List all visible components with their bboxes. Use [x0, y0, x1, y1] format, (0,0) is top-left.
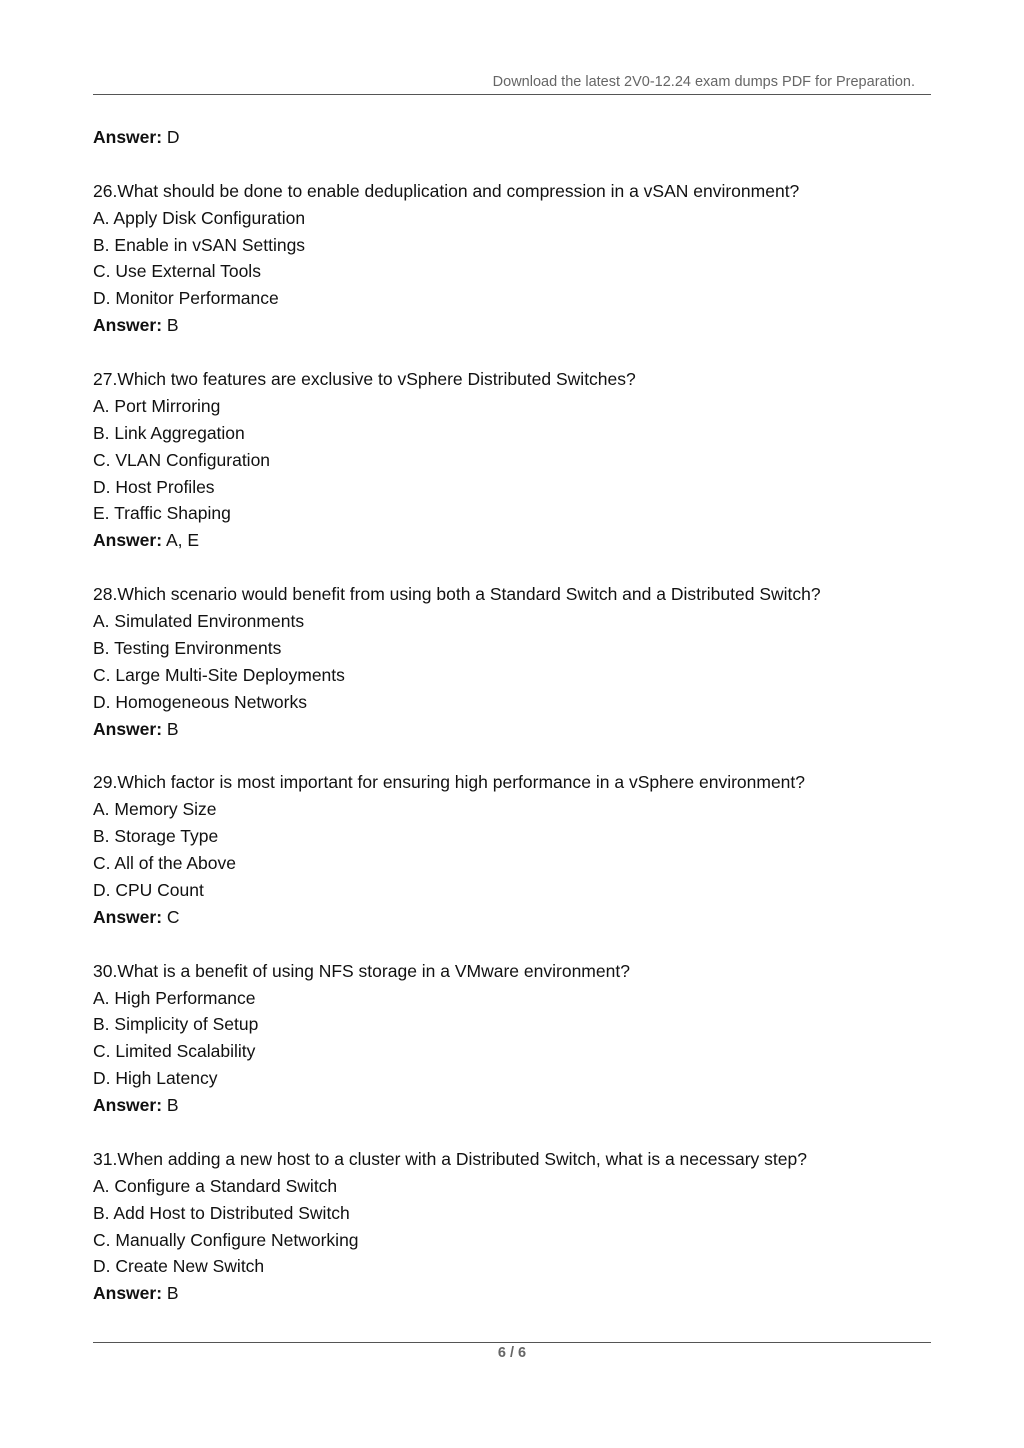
- answer-label: Answer:: [93, 1283, 163, 1304]
- spacer: [93, 339, 931, 366]
- answer-line: [93, 904, 931, 931]
- page-number: 6 / 6: [497, 1345, 527, 1361]
- option: D. Monitor Performance: [93, 288, 279, 309]
- answer-value: B: [166, 315, 179, 336]
- question-text: 31.When adding a new host to a cluster with a Distributed Switch, what is a necessary step?: [93, 1148, 807, 1169]
- option: D. Homogeneous Networks: [93, 691, 307, 712]
- question-text: 27.Which two features are exclusive to vSphere Distributed Switches?: [93, 369, 636, 390]
- footer-divider: [93, 1342, 931, 1343]
- answer-value: A, E: [165, 530, 200, 551]
- question-text: 28.Which scenario would benefit from using both a Standard Switch and a Distributed Switch?: [93, 584, 821, 605]
- option: C. Limited Scalability: [93, 1041, 256, 1062]
- option: B. Testing Environments: [93, 637, 282, 658]
- spacer: [93, 554, 931, 581]
- option: C. All of the Above: [93, 853, 237, 874]
- option: A. Apply Disk Configuration: [93, 207, 306, 228]
- question-block-28: [93, 581, 931, 742]
- page-content: [93, 124, 931, 1307]
- answer-line: [93, 1092, 931, 1119]
- question-text: 29.Which factor is most important for ensuring high performance in a vSphere environment?: [93, 772, 806, 793]
- header-text: Download the latest 2V0-12.24 exam dumps PDF for Preparation.: [492, 74, 915, 90]
- question-block-27: [93, 366, 931, 554]
- option: E. Traffic Shaping: [93, 503, 231, 524]
- answer-label: Answer:: [93, 1095, 163, 1116]
- answer-label: Answer:: [93, 530, 163, 551]
- option: B. Enable in vSAN Settings: [93, 234, 306, 255]
- spacer: [93, 151, 931, 178]
- answer-label: Answer:: [93, 127, 163, 147]
- answer-line: [93, 527, 931, 554]
- answer-line: [93, 312, 931, 339]
- option: C. Use External Tools: [93, 261, 261, 282]
- answer-label: Answer:: [93, 718, 163, 739]
- question-text: 30.What is a benefit of using NFS storage in a VMware environment?: [93, 960, 630, 981]
- answer-line: [93, 124, 931, 151]
- question-block-31: [93, 1146, 931, 1307]
- question-block-30: [93, 958, 931, 1119]
- option: D. CPU Count: [93, 879, 204, 900]
- option: A. High Performance: [93, 987, 256, 1008]
- option: D. Host Profiles: [93, 476, 215, 497]
- option: B. Simplicity of Setup: [93, 1014, 259, 1035]
- option: B. Add Host to Distributed Switch: [93, 1202, 350, 1223]
- option: C. VLAN Configuration: [93, 449, 271, 470]
- spacer: [93, 742, 931, 769]
- answer-line: [93, 716, 931, 743]
- answer-label: Answer:: [93, 315, 163, 336]
- spacer: [93, 1119, 931, 1146]
- answer-value: B: [166, 1283, 179, 1304]
- answer-line: [93, 1280, 931, 1307]
- answer-value: B: [166, 1095, 179, 1116]
- option: D. Create New Switch: [93, 1256, 265, 1277]
- option: D. High Latency: [93, 1068, 218, 1089]
- option: A. Simulated Environments: [93, 611, 305, 632]
- question-block-26: [93, 178, 931, 339]
- option: A. Memory Size: [93, 799, 217, 820]
- option: C. Manually Configure Networking: [93, 1229, 359, 1250]
- answer-value: C: [166, 906, 180, 927]
- answer-value: D: [166, 127, 180, 147]
- question-block-29: [93, 769, 931, 930]
- question-text: 26.What should be done to enable deduplication and compression in a vSAN environment?: [93, 180, 800, 201]
- option: A. Port Mirroring: [93, 395, 221, 416]
- page-header: [93, 72, 931, 95]
- option: C. Large Multi-Site Deployments: [93, 664, 345, 685]
- option: B. Link Aggregation: [93, 422, 245, 443]
- option: B. Storage Type: [93, 826, 219, 847]
- answer-value: B: [166, 718, 179, 739]
- option: A. Configure a Standard Switch: [93, 1175, 338, 1196]
- answer-label: Answer:: [93, 906, 163, 927]
- spacer: [93, 931, 931, 958]
